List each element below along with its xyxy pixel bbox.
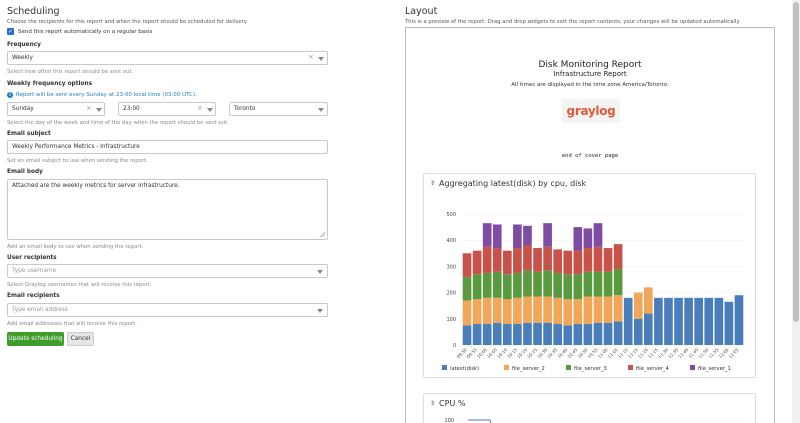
x-tick-label: 11:25 [647,347,660,360]
y-tick-label: 400 [446,238,456,245]
weekly-info-text: Report will be sent every Sunday at 23:00 local time (03:00 UTC). [16,92,197,98]
bar-segment [614,295,623,321]
x-tick-label: 10:25 [526,347,539,360]
bar-segment [543,297,552,323]
bar-segment [553,249,562,273]
user-recipients-label: User recipients [7,255,57,261]
timezone-chevron-down-icon[interactable] [318,108,324,112]
legend-label: file_server_2 [512,366,545,372]
cover-end-text: end of cover page [561,153,619,159]
email-recipients-label: Email recipients [7,293,60,299]
email-subject-help: Set an email subject to use when sending the report. [7,158,148,164]
bar-segment [584,324,593,345]
auto-send-checkbox[interactable]: ✓ [7,28,14,35]
bar-segment [604,248,613,272]
widget-aggregating-title: Aggregating latest(disk) by cpu, disk [439,179,587,188]
x-tick-label: 12:00 [717,347,730,360]
bar-segment [604,272,613,297]
time-clear-icon[interactable]: × [197,104,203,112]
email-body-help: Add an email body to use when sending the report. [7,244,144,250]
bar-segment [704,298,713,345]
x-tick-label: 10:45 [566,347,579,360]
email-subject-label: Email subject [7,131,51,137]
x-tick-label: 10:55 [586,347,599,360]
day-value: Sunday [12,106,34,112]
bar-segment [533,323,542,345]
x-tick-label: 10:30 [536,347,549,360]
bar-segment [463,325,472,345]
bar-segment [503,324,512,345]
bar-segment [543,247,552,271]
bar-segment [513,324,522,345]
bar-segment [493,248,502,272]
frequency-help: Select how often this report should be sent out. [7,69,134,75]
bar-segment [614,269,623,295]
legend-swatch [690,365,695,370]
legend-label: file_server_4 [636,366,669,372]
bar-segment [483,324,492,345]
bar-segment [584,297,593,325]
day-clear-icon[interactable]: × [86,104,92,112]
x-tick-label: 10:20 [516,347,529,360]
layout-title: Layout [405,6,438,17]
legend-swatch [628,365,633,370]
bar-segment [584,248,593,272]
bar-segment [553,273,562,298]
legend-swatch [504,365,509,370]
email-body-textarea[interactable] [7,179,328,240]
bar-segment [493,224,502,248]
scheduling-description: Choose the recipients for this report and when the report should be scheduled for delivery. [7,19,248,25]
cpu-line-chart [424,394,755,423]
bar-segment [493,272,502,298]
scheduling-title: Scheduling [7,6,60,17]
x-tick-label: 10:35 [546,347,559,360]
bar-segment [473,299,482,324]
drag-handle-icon[interactable]: ⇕ [430,400,436,407]
x-tick-label: 11:00 [596,347,609,360]
scrollbar-thumb[interactable] [793,2,799,322]
bar-segment [533,297,542,323]
layout-description: This is a preview of the report. Drag and drop widgets to sort the report contents, your changes will be updated automatically. [405,19,741,25]
bar-segment [563,325,572,345]
y-tick-label: 100 [446,316,456,323]
email-body-value: Attached are the weekly metrics for server infrastructure. [12,183,180,189]
x-tick-label: 11:20 [636,347,650,360]
bar-segment [553,298,562,324]
bar-segment [483,223,492,247]
bar-segment [513,298,522,324]
bar-segment [523,270,532,296]
widget-cpu-title: CPU % [439,399,466,408]
weekly-options-label: Weekly frequency options [7,81,93,87]
bar-segment [533,272,542,297]
bar-segment [553,324,562,345]
bar-segment [644,287,653,313]
bar-segment [463,277,472,301]
report-preview [405,27,775,423]
widget-cpu[interactable] [423,393,756,423]
bar-segment [594,297,603,323]
user-recipients-placeholder: Type username [12,268,57,274]
bar-segment [614,321,623,345]
bar-segment [573,274,582,299]
email-recipients-placeholder: Type email address [12,307,68,313]
cover-subtitle: Infrastructure Report [553,70,627,78]
bar-segment [513,248,522,273]
bar-segment [604,297,613,323]
bar-segment [674,298,683,345]
x-tick-label: 10:00 [475,347,488,360]
time-value: 23:00 [123,106,140,112]
bar-segment [594,247,603,272]
legend-label: latest(disk) [450,366,480,372]
x-tick-label: 11:40 [677,347,690,360]
x-tick-label: 11:10 [616,347,629,360]
bar-segment [614,244,623,269]
x-tick-label: 11:50 [697,347,710,360]
frequency-chevron-down-icon[interactable] [318,57,324,61]
bar-segment [644,314,653,345]
email-recipients-select[interactable] [7,303,328,317]
timezone-select[interactable] [229,102,328,116]
user-recipients-help: Select Graylog usernames that will receive this report. [7,282,152,288]
aggregating-bar-chart [424,174,755,377]
bar-segment [594,272,603,297]
bar-segment [483,298,492,324]
bar-segment [463,253,472,277]
x-tick-label: 10:50 [576,347,589,360]
resize-handle-icon[interactable] [319,231,326,238]
x-tick-label: 11:45 [687,347,700,360]
frequency-value: Weekly [12,55,33,61]
auto-send-label: Send this report automatically on a regular basis [18,28,153,35]
legend-label: file_server_1 [698,366,731,372]
bar-segment [493,298,502,323]
bar-segment [483,247,492,273]
y-tick-label: 500 [446,212,456,218]
bar-segment [473,324,482,345]
bar-segment [543,223,552,247]
cancel-button[interactable]: Cancel [67,332,94,346]
cover-title: Disk Monitoring Report [538,60,642,70]
bar-segment [573,251,582,275]
bar-segment [573,227,582,251]
user-recipients-chevron-down-icon[interactable] [317,270,323,274]
frequency-clear-icon[interactable]: × [308,53,314,61]
scheduling-panel [7,0,330,25]
auto-send-row[interactable] [7,28,152,35]
bar-segment [624,298,633,345]
bar-segment [604,323,613,345]
y-tick-label: 0 [452,343,456,349]
bar-segment [563,299,572,325]
bar-segment [483,273,492,298]
x-tick-label: 09:55 [465,347,478,360]
bar-segment [503,251,512,275]
x-tick-label: 11:30 [657,347,670,360]
time-chevron-down-icon[interactable] [207,108,213,112]
x-tick-label: 11:15 [626,347,639,360]
bar-segment [473,274,482,299]
bar-segment [735,295,744,345]
bar-segment [503,274,512,299]
x-tick-label: 09:50 [455,347,468,360]
bar-segment [694,298,703,345]
bar-segment [584,228,593,248]
bar-segment [573,324,582,345]
legend-swatch [442,365,447,370]
bar-segment [523,226,532,246]
graylog-logo: graylog [562,99,620,123]
legend-label: file_server_3 [574,366,607,372]
x-tick-label: 12:05 [727,347,740,360]
day-chevron-down-icon[interactable] [96,108,102,112]
y-tick-label: 200 [446,290,456,297]
bar-segment [563,251,572,275]
bar-segment [513,273,522,298]
weekly-help: Select the day of the week and time of the day when the report should be sent out. [7,120,229,126]
bar-segment [523,245,532,270]
bar-segment [725,302,734,345]
timezone-value: Toronto [234,106,256,112]
x-tick-label: 11:35 [667,347,680,360]
bar-segment [543,270,552,296]
weekly-info [7,92,197,98]
x-tick-label: 10:10 [495,347,509,360]
bar-segment [634,319,643,345]
bar-segment [473,251,482,275]
drag-handle-icon[interactable]: ⇕ [430,180,436,187]
y-tick-label: 300 [446,264,456,271]
bar-segment [714,298,723,345]
bar-segment [523,323,532,345]
x-tick-label: 11:05 [606,347,619,360]
user-recipients-select[interactable] [7,264,328,278]
bar-segment [634,293,643,319]
update-scheduling-button[interactable]: Update scheduling [7,332,64,346]
x-tick-label: 11:55 [707,347,720,360]
bar-segment [493,323,502,345]
email-subject-value: Weekly Performance Metrics - Infrastructure [12,144,140,150]
x-tick-label: 10:05 [485,347,498,360]
info-icon: i [7,92,13,98]
cover-timezone-note: All times are displayed in the time zone America/Toronto. [511,82,669,88]
bar-segment [664,298,673,345]
email-recipients-help: Add email addresses that will receive this report. [7,321,137,327]
bar-segment [573,299,582,324]
bar-segment [594,323,603,345]
x-tick-label: 10:40 [556,347,569,360]
legend-swatch [566,365,571,370]
email-body-label: Email body [7,169,43,175]
widget-aggregating[interactable] [423,173,756,378]
layout-panel [405,0,800,25]
bar-segment [584,272,593,297]
bar-segment [594,223,603,247]
bar-segment [654,298,663,345]
frequency-label: Frequency [7,42,41,48]
bar-segment [523,297,532,323]
bar-segment [684,298,693,345]
x-tick-label: 10:15 [506,347,519,360]
y-tick-label: 100 [444,418,454,423]
email-recipients-chevron-down-icon[interactable] [317,309,323,313]
bar-segment [503,299,512,324]
bar-segment [563,274,572,299]
frequency-select[interactable] [7,51,328,65]
bar-segment [543,323,552,345]
email-subject-input[interactable] [7,140,328,154]
bar-segment [513,224,522,248]
bar-segment [463,300,472,325]
bar-segment [533,248,542,272]
